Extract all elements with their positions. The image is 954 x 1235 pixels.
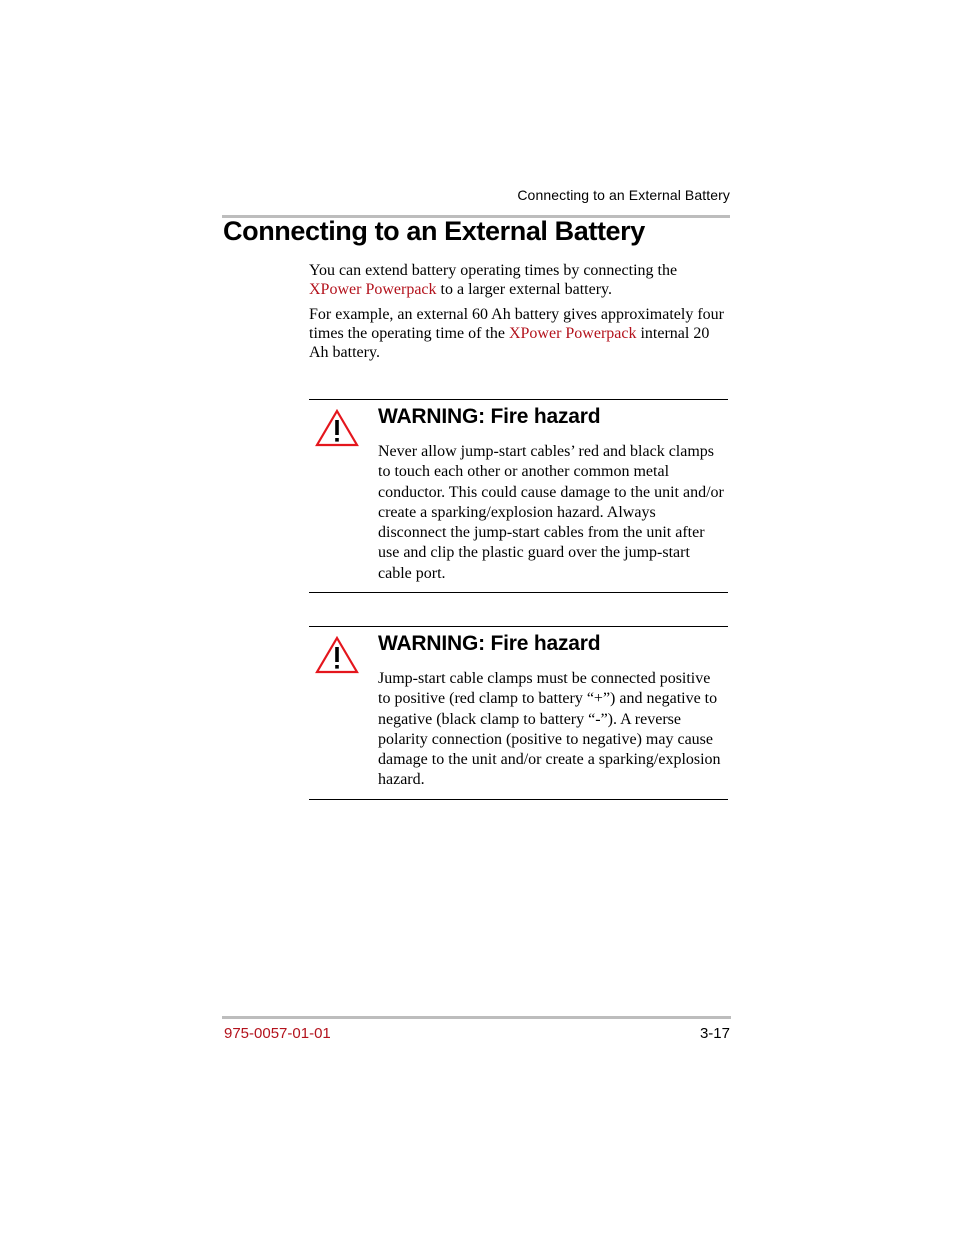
page-number: 3-17 (699, 1025, 730, 1042)
warning-title: WARNING: Fire hazard (378, 405, 601, 428)
page-title: Connecting to an External Battery (223, 216, 645, 246)
warning-triangle-icon (315, 636, 359, 674)
intro-text: For example, an external 60 Ah battery gives approximately four times the operating time of the (309, 306, 724, 342)
document-number: 975-0057-01-01 (224, 1025, 331, 1042)
intro-paragraph-2 (309, 305, 729, 362)
warning-text: Jump-start cable clamps must be connected positive to positive (red clamp to battery “+”) and negative to negative (black clamp to battery “-”). A reverse polarity connection (positive to negative) may cause damage to the unit and/or create a sparking/explosion hazard. (378, 670, 721, 789)
warning-box (309, 626, 728, 800)
xpower-powerpack-link[interactable]: XPower Powerpack (508, 325, 637, 342)
footer-rule (222, 1016, 731, 1019)
warning-box (309, 399, 728, 593)
warning-title: WARNING: Fire hazard (378, 632, 601, 655)
warning-text: Never allow jump-start cables’ red and black clamps to touch each other or another common metal conductor. This could cause damage to the unit and/or create a sparking/explosion hazard. Always disconnect the jump-start cables from the unit after use and clip the plastic guard over the jump-start cable port. (378, 443, 724, 582)
intro-text: internal 20 Ah battery. (309, 325, 710, 361)
intro-text: You can extend battery operating times by connecting the (309, 262, 678, 279)
xpower-powerpack-link[interactable]: XPower Powerpack (309, 281, 437, 298)
intro-text: to a larger external battery. (436, 281, 612, 298)
running-header: Connecting to an External Battery (517, 187, 730, 203)
intro-paragraph-1 (309, 261, 729, 299)
warning-triangle-icon (315, 409, 359, 447)
